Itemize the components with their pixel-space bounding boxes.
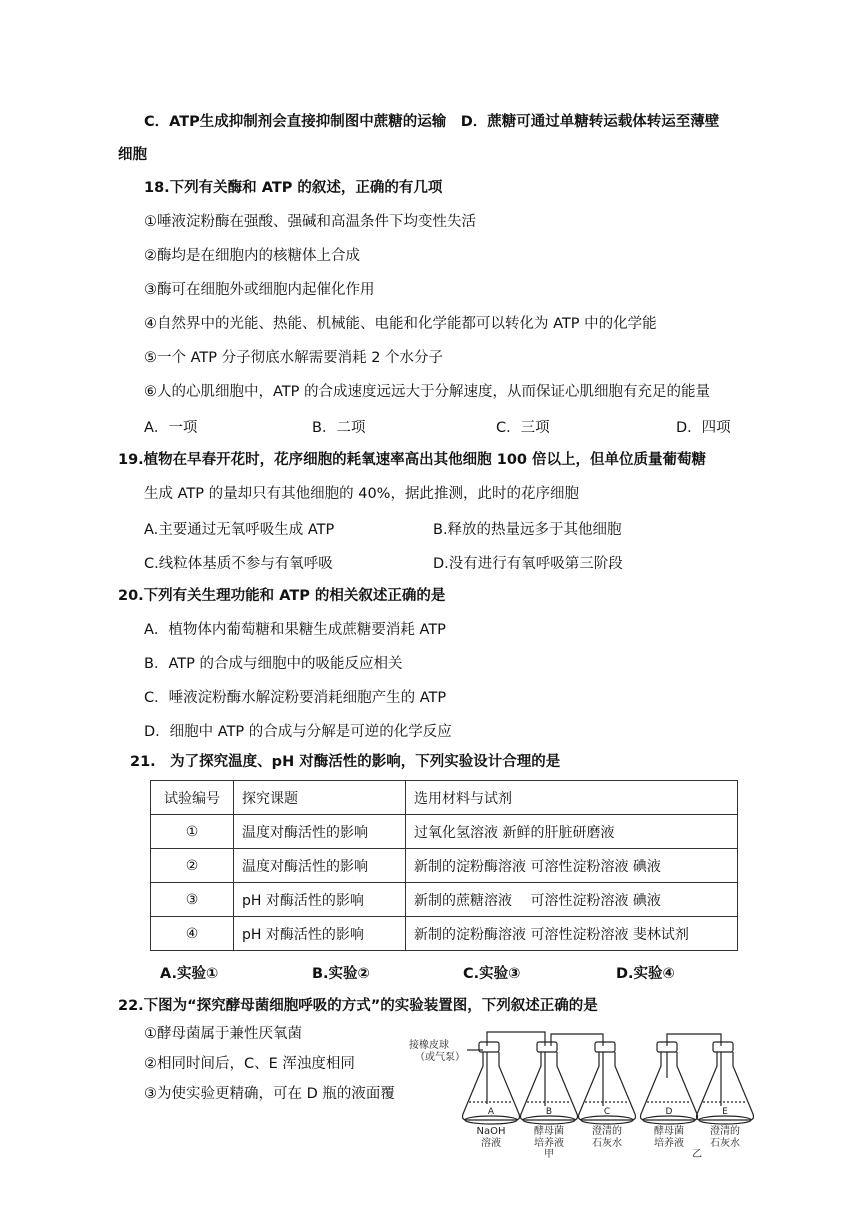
q18-option-c: C．三项	[496, 420, 550, 436]
table-cell: 温度对酶活性的影响	[234, 815, 406, 849]
table-row	[151, 815, 738, 849]
question-21: 21. 为了探究温度、pH 对酶活性的影响，下列实验设计合理的是	[130, 754, 561, 770]
question-19: 19.植物在早春开花时，花序细胞的耗氧速率高出其他细胞 100 倍以上，但单位质量葡萄糖	[118, 452, 707, 468]
table-header-row	[151, 781, 738, 815]
table-cell: ②	[151, 849, 234, 883]
group-2-label: 乙	[692, 1149, 702, 1158]
q21-option-d: D.实验④	[616, 966, 675, 982]
flask-b-label-2: 培养液	[534, 1138, 564, 1149]
table-cell: ③	[151, 883, 234, 917]
q20-option-a: A．植物体内葡萄糖和果糖生成蔗糖要消耗 ATP	[144, 622, 446, 638]
line-17-wrap: 细胞	[118, 147, 147, 163]
q22-item-1: ①酵母菌属于兼性厌氧菌	[144, 1026, 302, 1042]
flask-c-letter: C	[603, 1107, 611, 1117]
flask-d-letter: D	[665, 1107, 673, 1117]
yeast-respiration-apparatus	[405, 1018, 760, 1158]
table-cell: 新制的蔗糖溶液 可溶性淀粉溶液 碘液	[406, 883, 738, 917]
flask-a-label-1: NaOH	[476, 1126, 506, 1137]
table-cell: 温度对酶活性的影响	[234, 849, 406, 883]
q21-option-a: A.实验①	[160, 966, 219, 982]
table-row	[151, 883, 738, 917]
table-header-cell: 试验编号	[151, 781, 234, 815]
question-19-cont: 生成 ATP 的量却只有其他细胞的 40%，据此推测，此时的花序细胞	[144, 486, 579, 502]
q18-item-5: ⑤一个 ATP 分子彻底水解需要消耗 2 个水分子	[144, 350, 444, 366]
question-20: 20.下列有关生理功能和 ATP 的相关叙述正确的是	[118, 588, 446, 604]
table-header-cell: 探究课题	[234, 781, 406, 815]
flask-d-label-2: 培养液	[654, 1138, 684, 1149]
q18-option-a: A．一项	[144, 420, 198, 436]
table-cell: pH 对酶活性的影响	[234, 883, 406, 917]
q18-option-d: D．四项	[676, 420, 731, 436]
flask-c-label-1: 澄清的	[592, 1126, 622, 1137]
flask-e-label-1: 澄清的	[710, 1126, 740, 1137]
flask-d-label-1: 酵母菌	[654, 1126, 684, 1137]
q18-item-6: ⑥人的心肌细胞中，ATP 的合成速度远远大于分解速度，从而保证心肌细胞有充足的能量	[144, 384, 710, 400]
line-17-options: C．ATP生成抑制剂会直接抑制图中蔗糖的运输 D．蔗糖可通过单糖转运载体转运至薄壁	[144, 114, 720, 130]
experiment-table	[150, 780, 738, 951]
table-cell: 过氧化氢溶液 新鲜的肝脏研磨液	[406, 815, 738, 849]
q19-option-d: D.没有进行有氧呼吸第三阶段	[433, 556, 623, 572]
q18-item-1: ①唾液淀粉酶在强酸、强碱和高温条件下均变性失活	[144, 214, 476, 230]
q18-option-b: B．二项	[312, 420, 366, 436]
q18-item-4: ④自然界中的光能、热能、机械能、电能和化学能都可以转化为 ATP 中的化学能	[144, 316, 657, 332]
pump-label-1: 接橡皮球	[409, 1040, 449, 1051]
q20-option-d: D．细胞中 ATP 的合成与分解是可逆的化学反应	[144, 724, 452, 740]
q19-option-c: C.线粒体基质不参与有氧呼吸	[144, 556, 333, 572]
table-cell: ④	[151, 917, 234, 951]
q20-option-c: C．唾液淀粉酶水解淀粉要消耗细胞产生的 ATP	[144, 690, 447, 706]
pump-label-2: （或气泵）	[415, 1052, 465, 1063]
table-cell: 新制的淀粉酶溶液 可溶性淀粉溶液 碘液	[406, 849, 738, 883]
q22-item-3: ③为使实验更精确，可在 D 瓶的液面覆	[144, 1086, 395, 1102]
table-row	[151, 917, 738, 951]
flask-e-letter: E	[722, 1107, 728, 1117]
question-18: 18.下列有关酶和 ATP 的叙述，正确的有几项	[144, 180, 443, 196]
flask-b-letter: B	[545, 1107, 553, 1117]
flask-a-label-2: 溶液	[481, 1138, 501, 1149]
flask-a-letter: A	[487, 1107, 495, 1117]
q21-option-b: B.实验②	[312, 966, 370, 982]
table-row	[151, 849, 738, 883]
q19-option-b: B.释放的热量远多于其他细胞	[433, 522, 622, 538]
table-cell: pH 对酶活性的影响	[234, 917, 406, 951]
q21-option-c: C.实验③	[463, 966, 521, 982]
table-cell: 新制的淀粉酶溶液 可溶性淀粉溶液 斐林试剂	[406, 917, 738, 951]
table-cell: ①	[151, 815, 234, 849]
group-1-label: 甲	[544, 1149, 554, 1158]
q19-option-a: A.主要通过无氧呼吸生成 ATP	[144, 522, 335, 538]
flask-e-label-2: 石灰水	[710, 1138, 740, 1149]
q18-item-2: ②酶均是在细胞内的核糖体上合成	[144, 248, 360, 264]
question-22: 22.下图为“探究酵母菌细胞呼吸的方式”的实验装置图，下列叙述正确的是	[118, 998, 598, 1014]
q18-item-3: ③酶可在细胞外或细胞内起催化作用	[144, 282, 375, 298]
q20-option-b: B．ATP 的合成与细胞中的吸能反应相关	[144, 656, 403, 672]
q22-item-2: ②相同时间后，C、E 浑浊度相同	[144, 1056, 355, 1072]
flask-c-label-2: 石灰水	[592, 1138, 622, 1149]
table-header-cell: 选用材料与试剂	[406, 781, 738, 815]
flask-b-label-1: 酵母菌	[534, 1126, 564, 1137]
tube-a-b	[487, 1032, 545, 1046]
